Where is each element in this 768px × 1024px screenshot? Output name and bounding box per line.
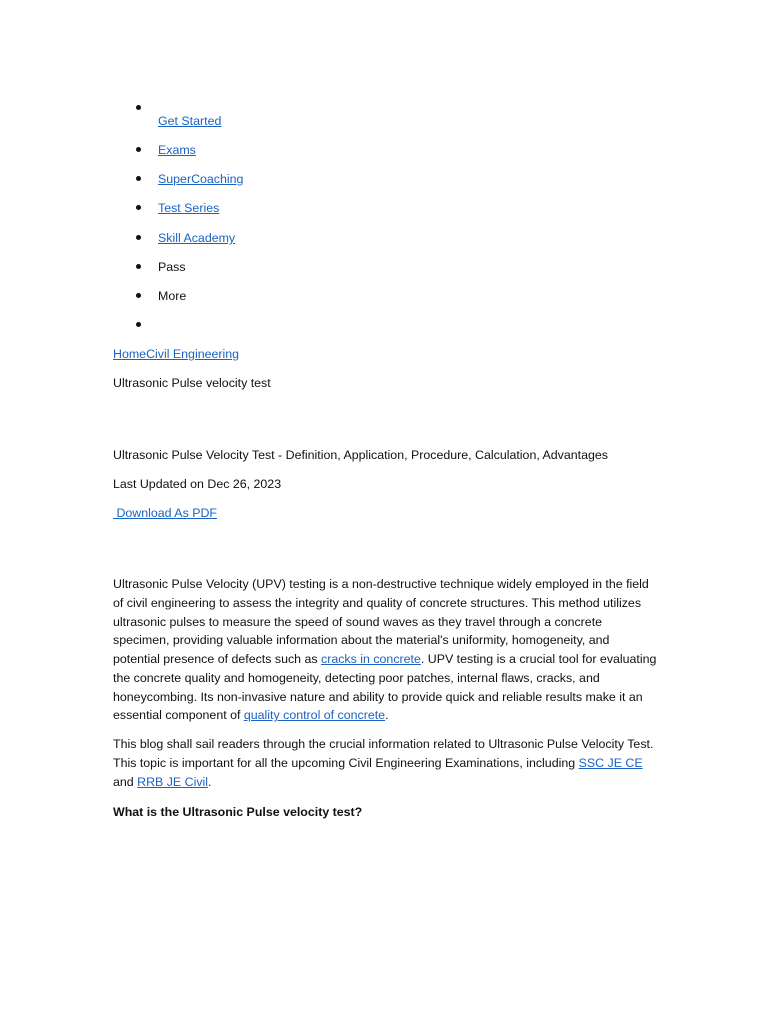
intro-text-3: . — [385, 708, 389, 723]
download-pdf-link[interactable]: Download As PDF — [113, 506, 217, 520]
blog-text-2: and — [113, 774, 138, 789]
breadcrumb-current: Ultrasonic Pulse velocity test — [113, 376, 271, 390]
quality-control-link[interactable]: quality control of concrete — [243, 708, 386, 723]
intro-text-2: . UPV testing is a crucial tool for evaluating the concrete quality and homogeneity, detecting poor patches, internal flaws, cracks, and honeycombing. Its non-invasive nature and ability to provide quick and reliable results make it an essential component of — [113, 652, 657, 723]
nav-label-more: More — [158, 289, 187, 303]
nav-item-pass[interactable] — [158, 259, 186, 275]
nav-item-skill-academy — [158, 230, 235, 246]
blog-text-1: This blog shall sail readers through the crucial information related to Ultrasonic Pulse Velocity Test. This topic is important for all the upcoming Civil Engineering Examinations, including — [113, 737, 654, 770]
breadcrumb-home-link[interactable] — [113, 347, 239, 361]
breadcrumb — [113, 346, 239, 362]
breadcrumb-home: Home — [113, 347, 147, 361]
nav-item-supercoaching — [158, 171, 243, 187]
rrb-je-civil-link[interactable]: RRB JE Civil — [137, 774, 209, 789]
blog-text-3: . — [208, 774, 212, 789]
nav-label-pass: Pass — [158, 260, 186, 274]
intro-paragraph — [113, 575, 658, 725]
last-updated: Last Updated on Dec 26, 2023 — [113, 477, 282, 491]
intro-text-1: Ultrasonic Pulse Velocity (UPV) testing is a non-destructive technique widely employed in the field of civil engineering to assess the integrity and quality of concrete structures. This method utilizes ultrasonic pulses to measure the speed of sound waves as they travel through a concrete specimen, providing valuable information about the material's uniformity, homogeneity, and potential presence of defects such as — [113, 577, 649, 666]
breadcrumb-category: Civil Engineering — [146, 347, 240, 361]
download-pdf-row — [113, 505, 217, 521]
nav-item-more[interactable] — [158, 288, 186, 304]
nav-item-exams — [158, 142, 196, 158]
nav-link-test-series[interactable]: Test Series — [158, 201, 220, 215]
section-heading: What is the Ultrasonic Pulse velocity test? — [113, 805, 363, 819]
cracks-in-concrete-link[interactable]: cracks in concrete — [321, 652, 421, 666]
ssc-je-ce-link[interactable]: SSC JE CE — [578, 755, 643, 770]
nav-link-skill-academy[interactable]: Skill Academy — [158, 231, 236, 245]
nav-item-test-series — [158, 200, 219, 216]
nav-item-get-started — [158, 113, 221, 129]
article-title: Ultrasonic Pulse Velocity Test - Definition, Application, Procedure, Calculation, Advantages — [113, 448, 608, 462]
nav-link-supercoaching[interactable]: SuperCoaching — [158, 172, 244, 186]
nav-link-exams[interactable]: Exams — [158, 143, 196, 157]
blog-paragraph — [113, 735, 658, 791]
nav-link-get-started[interactable]: Get Started — [158, 114, 222, 128]
